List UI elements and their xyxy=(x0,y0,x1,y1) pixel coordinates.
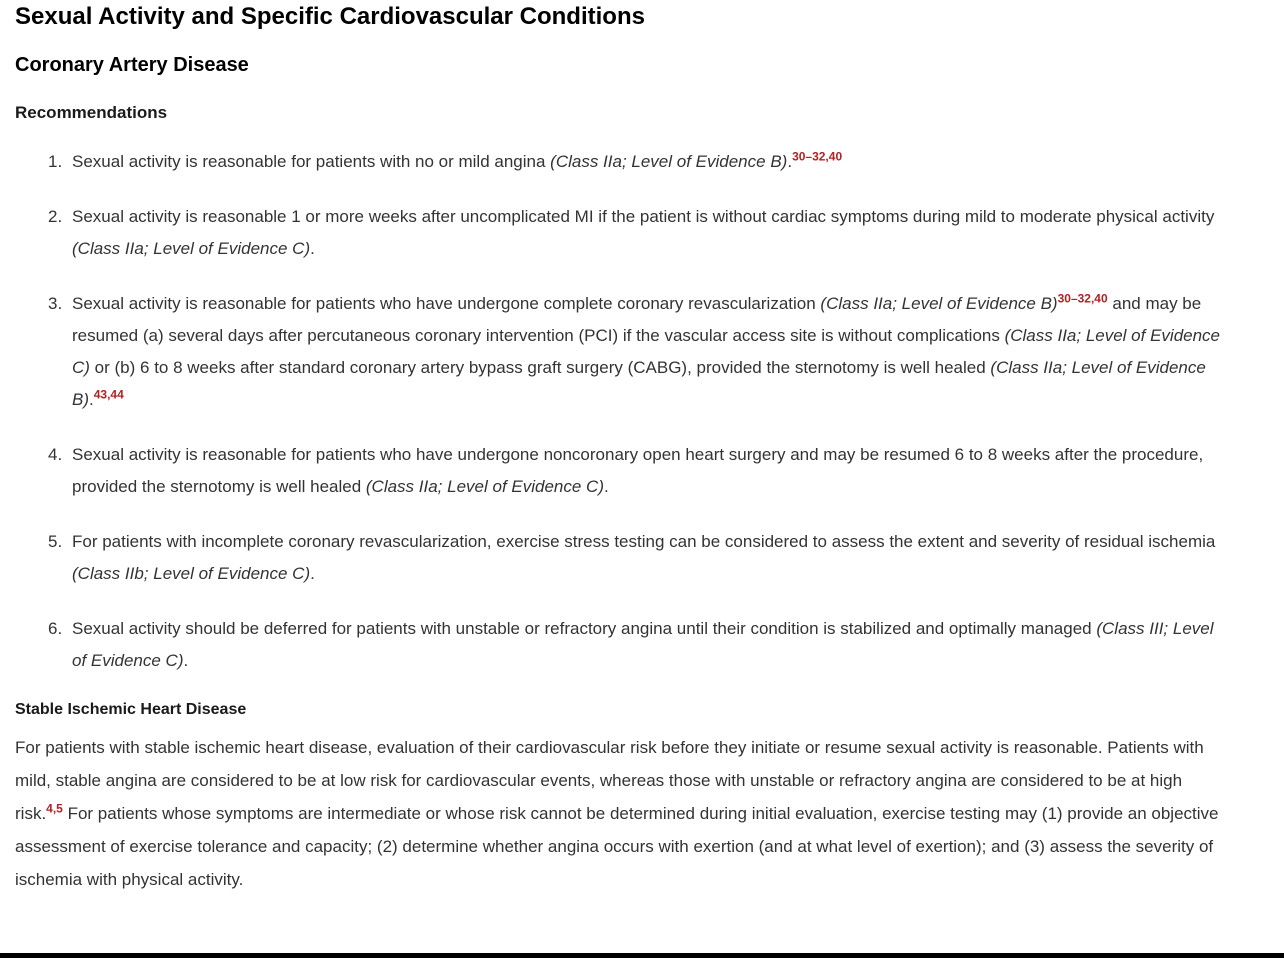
list-item xyxy=(48,288,1222,416)
text-segment: Sexual activity should be deferred for patients with unstable or refractory angina until their condition is stabilized and optimally managed xyxy=(72,619,1097,639)
list-item xyxy=(48,201,1222,265)
list-item xyxy=(48,439,1222,503)
text-segment: For patients whose symptoms are intermediate or whose risk cannot be determined during initial evaluation, exercise testing may (1) provide an objective assessment of exercise tolerance and capacity; (2) determine whether angina occurs with exertion (and at what level of exertion); and (3) assess the severity of ischemia with physical activity. xyxy=(15,804,1219,890)
list-item-number: 1. xyxy=(48,152,63,172)
text-segment: . xyxy=(183,651,189,671)
list-item-number: 3. xyxy=(48,294,63,314)
text-segment: Sexual activity is reasonable 1 or more weeks after uncomplicated MI if the patient is without cardiac symptoms during mild to moderate physical activity xyxy=(72,207,1215,227)
section-heading-coronary-artery-disease: Coronary Artery Disease xyxy=(15,53,249,76)
list-item-number: 6. xyxy=(48,619,63,639)
class-evidence-label: (Class IIa; Level of Evidence C) xyxy=(72,239,311,259)
text-segment: . xyxy=(604,477,609,497)
list-item-text xyxy=(72,532,1215,583)
citation-link[interactable]: 4,5 xyxy=(46,801,63,816)
list-item xyxy=(48,526,1222,590)
recommendations-heading: Recommendations xyxy=(15,102,168,122)
text-segment: For patients with stable ischemic heart disease, evaluation of their cardiovascular risk before they initiate or resume sexual activity is reasonable. Patients with mild, stable angina are considered to be at low risk for cardiovascular events, whereas those with unstable or refractory angina are considered to be at high risk. xyxy=(15,738,1204,824)
bottom-divider xyxy=(0,953,1284,958)
text-segment: . xyxy=(89,390,94,410)
recommendations-list xyxy=(15,146,1222,677)
class-evidence-label: (Class IIa; Level of Evidence B) xyxy=(550,152,788,172)
stable-ihd-paragraph xyxy=(15,731,1222,896)
list-item-text xyxy=(72,619,1214,670)
class-evidence-label: (Class IIa; Level of Evidence C) xyxy=(365,477,604,497)
text-segment: . xyxy=(310,239,315,259)
text-segment: . xyxy=(310,564,315,584)
list-item-text xyxy=(72,207,1214,258)
citation-link[interactable]: 30–32,40 xyxy=(1057,291,1108,306)
page-title: Sexual Activity and Specific Cardiovascular Conditions xyxy=(15,3,645,30)
list-item-number: 2. xyxy=(48,207,63,227)
list-item-text xyxy=(72,445,1203,496)
class-evidence-label: (Class IIa; Level of Evidence B) xyxy=(72,358,1206,410)
text-segment: Sexual activity is reasonable for patients who have undergone noncoronary open heart surgery and may be resumed 6 to 8 weeks after the procedure, provided the sternotomy is well healed xyxy=(72,445,1204,497)
class-evidence-label: (Class IIb; Level of Evidence C) xyxy=(72,564,311,584)
list-item xyxy=(48,146,1222,178)
text-segment: For patients with incomplete coronary revascularization, exercise stress testing can be considered to assess the extent and severity of residual ischemia xyxy=(72,532,1216,552)
text-segment: Sexual activity is reasonable for patients who have undergone complete coronary revascularization xyxy=(72,294,821,314)
text-segment: Sexual activity is reasonable for patients with no or mild angina xyxy=(72,152,551,172)
text-segment: and may be resumed (a) several days after percutaneous coronary intervention (PCI) if the vascular access site is without complications xyxy=(72,294,1202,346)
class-evidence-label: (Class III; Level of Evidence C) xyxy=(72,619,1214,671)
list-item xyxy=(48,613,1222,677)
list-item-text xyxy=(72,149,843,172)
text-segment: . xyxy=(787,152,793,172)
list-item-number: 4. xyxy=(48,445,63,465)
list-item-text xyxy=(72,291,1221,410)
stable-ihd-heading: Stable Ischemic Heart Disease xyxy=(15,701,247,719)
list-item-number: 5. xyxy=(48,532,63,552)
class-evidence-label: (Class IIa; Level of Evidence C) xyxy=(72,326,1221,378)
text-segment: or (b) 6 to 8 weeks after standard coronary artery bypass graft surgery (CABG), provided the sternotomy is well healed xyxy=(89,358,991,378)
citation-link[interactable]: 30–32,40 xyxy=(792,149,843,164)
citation-link[interactable]: 43,44 xyxy=(93,387,124,402)
class-evidence-label: (Class IIa; Level of Evidence B) xyxy=(820,294,1058,314)
